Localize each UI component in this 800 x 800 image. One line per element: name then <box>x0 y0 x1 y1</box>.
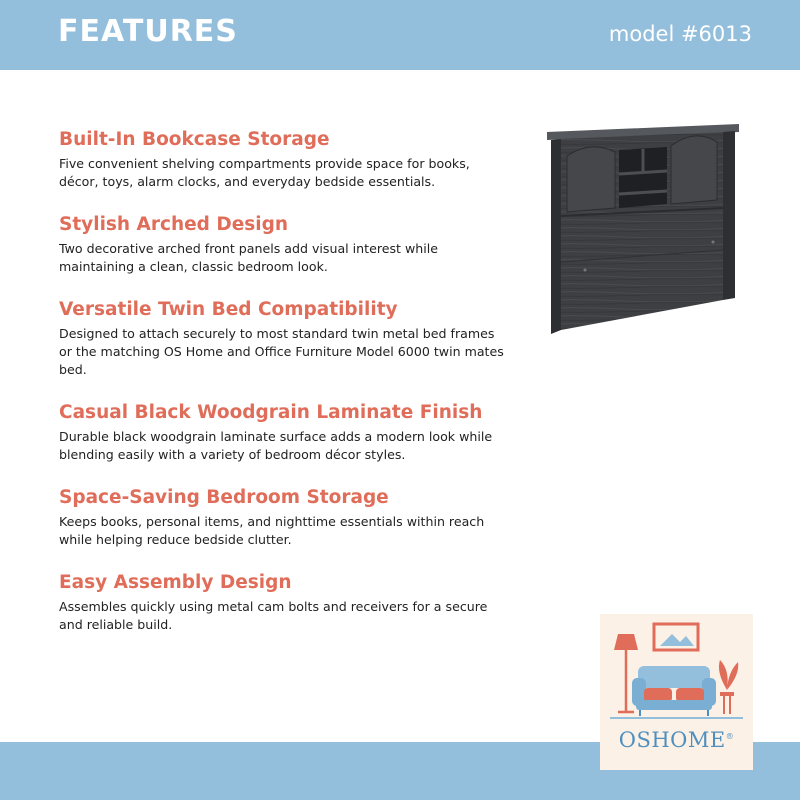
feature-line: Designed to attach securely to most standard twin metal bed frames <box>59 326 495 341</box>
feature-line: Two decorative arched front panels add visual interest while <box>59 241 439 256</box>
registered-mark: ® <box>725 732 735 741</box>
feature-description <box>59 240 519 276</box>
feature-title: Space-Saving Bedroom Storage <box>59 487 389 508</box>
feature-description <box>59 155 519 191</box>
feature-title: Built-In Bookcase Storage <box>59 129 330 150</box>
feature-description <box>59 325 519 379</box>
feature-title: Stylish Arched Design <box>59 214 289 235</box>
features-list <box>59 128 519 656</box>
living-room-logo-icon <box>600 614 753 724</box>
feature-item <box>59 401 519 464</box>
bookcase-headboard-image <box>545 122 741 337</box>
feature-description <box>59 598 519 634</box>
feature-line: blending easily with a variety of bedroom décor styles. <box>59 447 406 462</box>
feature-item <box>59 213 519 276</box>
feature-item <box>59 298 519 379</box>
feature-description <box>59 428 519 464</box>
feature-line: bed. <box>59 362 87 377</box>
model-number: model #6013 <box>608 22 752 46</box>
feature-line: Durable black woodgrain laminate surface adds a modern look while <box>59 429 493 444</box>
feature-title: Casual Black Woodgrain Laminate Finish <box>59 402 483 423</box>
feature-line: while helping reduce bedside clutter. <box>59 532 292 547</box>
header-band <box>0 0 800 70</box>
feature-item <box>59 128 519 191</box>
brand-name-text: OSHOME <box>618 728 726 752</box>
feature-description <box>59 513 519 549</box>
feature-line: maintaining a clean, classic bedroom look. <box>59 259 328 274</box>
page-title: FEATURES <box>58 14 238 49</box>
feature-line: décor, toys, alarm clocks, and everyday bedside essentials. <box>59 174 436 189</box>
feature-item <box>59 486 519 549</box>
feature-line: Assembles quickly using metal cam bolts and receivers for a secure <box>59 599 488 614</box>
feature-line: Five convenient shelving compartments provide space for books, <box>59 156 470 171</box>
brand-logo <box>600 614 753 770</box>
feature-item <box>59 571 519 634</box>
feature-title: Easy Assembly Design <box>59 572 292 593</box>
brand-name <box>600 728 753 752</box>
feature-line: and reliable build. <box>59 617 173 632</box>
feature-title: Versatile Twin Bed Compatibility <box>59 299 398 320</box>
feature-line: Keeps books, personal items, and nighttime essentials within reach <box>59 514 485 529</box>
feature-line: or the matching OS Home and Office Furniture Model 6000 twin mates <box>59 344 504 359</box>
